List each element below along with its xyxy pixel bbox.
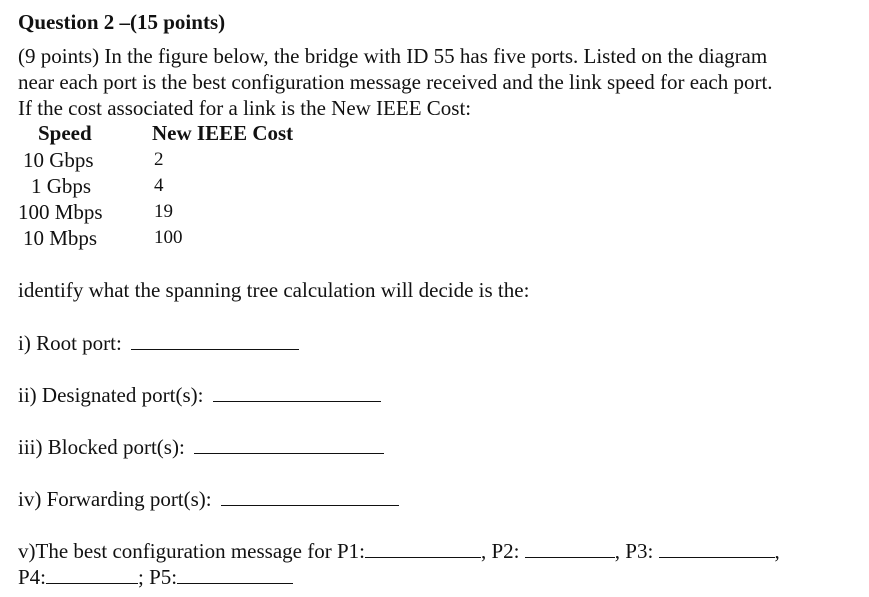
speed-cell: 10 Mbps	[23, 226, 98, 250]
root-port-blank[interactable]	[131, 330, 299, 350]
forwarding-ports-label: iv) Forwarding port(s):	[18, 487, 212, 511]
p4-blank[interactable]	[46, 564, 138, 584]
cost-cell: 4	[154, 175, 164, 196]
root-port-label: i) Root port:	[18, 331, 122, 355]
question-title: Question 2 –(15 points)	[18, 10, 226, 34]
speed-cell: 100 Mbps	[18, 200, 103, 224]
root-port-item	[18, 330, 299, 355]
speed-cell: 10 Gbps	[23, 148, 94, 172]
p3-blank[interactable]	[659, 538, 775, 558]
p2-blank[interactable]	[525, 538, 615, 558]
designated-ports-label: ii) Designated port(s):	[18, 383, 204, 407]
cost-cell: 19	[154, 201, 173, 222]
p5-label: P5:	[149, 565, 178, 589]
best-message-line-1: v)The best configuration message for P1: , P2: , P3: ,	[18, 539, 780, 563]
blocked-ports-item	[18, 434, 384, 459]
best-message-label: v)The best configuration message for P1:	[18, 539, 365, 563]
p5-blank[interactable]	[177, 564, 293, 584]
intro-line-2: near each port is the best configuration message received and the link speed for each port.	[18, 70, 773, 94]
p1-blank[interactable]	[365, 538, 481, 558]
intro-line-3: If the cost associated for a link is the New IEEE Cost:	[18, 96, 472, 120]
forwarding-ports-blank[interactable]	[221, 486, 399, 506]
p2-label: P2:	[491, 539, 520, 563]
cost-cell: 100	[154, 227, 183, 248]
best-message-line-2: P4: ; P5:	[18, 564, 293, 589]
intro-line-1: (9 points) In the figure below, the bridge with ID 55 has five ports. Listed on the diagram	[18, 44, 768, 68]
speed-cell: 1 Gbps	[31, 174, 92, 198]
p3-label: P3:	[625, 539, 654, 563]
forwarding-ports-item	[18, 486, 399, 511]
blocked-ports-blank[interactable]	[194, 434, 384, 454]
designated-ports-blank[interactable]	[213, 382, 381, 402]
speed-header: Speed	[38, 121, 92, 145]
designated-ports-item	[18, 382, 381, 407]
p4-label: P4:	[18, 565, 47, 589]
blocked-ports-label: iii) Blocked port(s):	[18, 435, 185, 459]
prompt-text: identify what the spanning tree calculation will decide is the:	[18, 278, 530, 302]
cost-cell: 2	[154, 149, 164, 170]
cost-header: New IEEE Cost	[152, 121, 294, 145]
